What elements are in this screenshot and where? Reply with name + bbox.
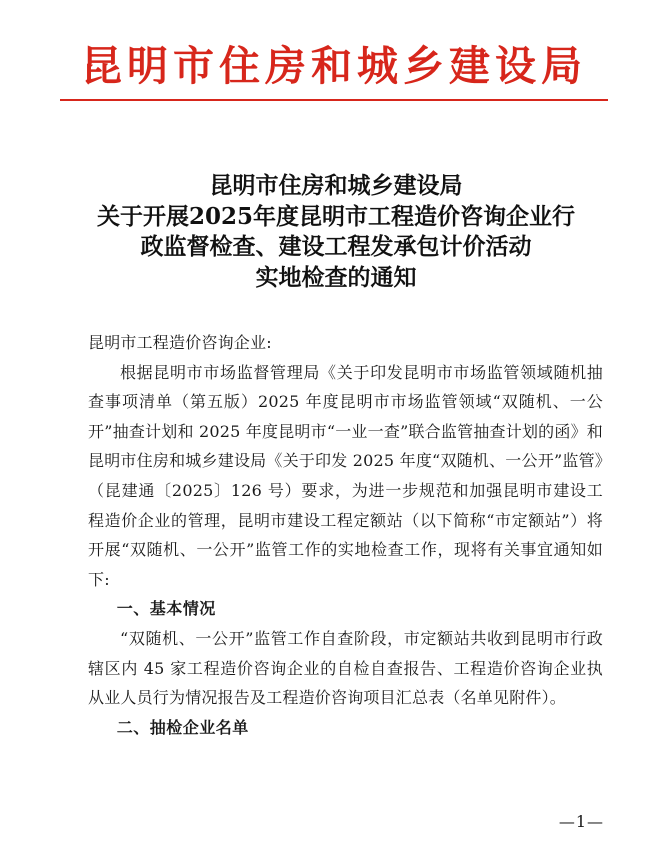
masthead-org-name: 昆明市住房和城乡建设局 <box>81 42 587 90</box>
document-title <box>50 171 622 293</box>
title-line-4: 实地检查的通知 <box>255 263 417 291</box>
paragraph-intro: 根据昆明市市场监督管理局《关于印发昆明市市场监管领域随机抽查事项清单（第五版）2025 年度昆明市市场监管领域“双随机、一公开”抽查计划和 2025 年度昆明市“一业一查”联合监管抽查计划的函》和昆明市住房和城乡建设局《关于印发 2025 年度“双随机、一公开”监管》（昆建通〔2025〕126 号）要求，为进一步规范和加强昆明市建设工程造价企业的管理，昆明市建设工程定额站（以下简称“市定额站”）将开展“双随机、一公开”监管工作的实地检查工作，现将有关事宜通知如下: <box>88 362 603 589</box>
paragraph-basic-situation: “双随机、一公开”监管工作自查阶段，市定额站共收到昆明市行政辖区内 45 家工程造价咨询企业的自检自查报告、工程造价咨询企业执从业人员行为情况报告及工程造价咨询项目汇总表（名单见附件）。 <box>88 628 603 708</box>
section-heading-inspection-list: 二、抽检企业名单 <box>116 717 249 737</box>
document-body <box>88 328 603 742</box>
page-number: —1— <box>558 812 604 831</box>
salutation: 昆明市工程造价咨询企业: <box>88 333 272 352</box>
title-line-1: 昆明市住房和城乡建设局 <box>209 172 463 199</box>
title-line-3: 政监督检查、建设工程发承包计价活动 <box>140 233 532 260</box>
section-heading-basic-situation: 一、基本情况 <box>116 599 216 619</box>
masthead-red-rule <box>60 99 608 101</box>
title-line-2: 关于开展2025年度昆明市工程造价咨询企业行 <box>96 202 575 230</box>
